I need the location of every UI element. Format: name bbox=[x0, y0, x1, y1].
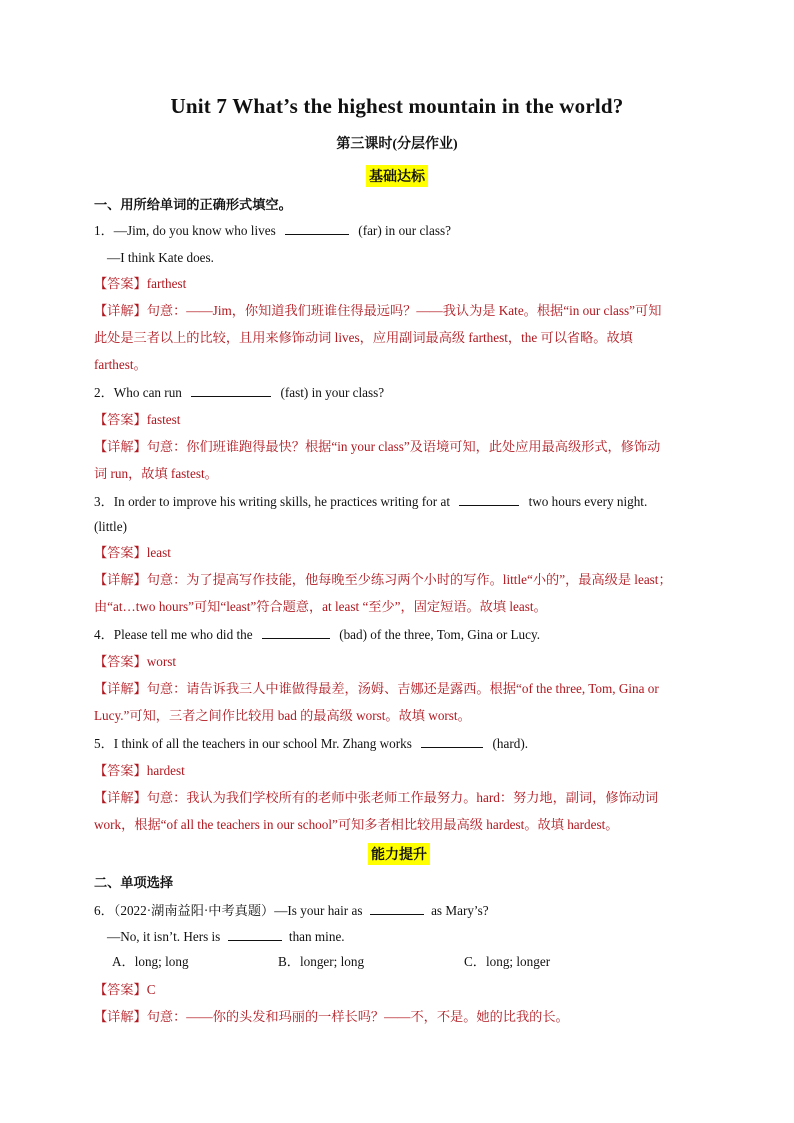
question-stem: In order to improve his writing skills, he practices writing for at bbox=[113, 494, 450, 509]
answer-blank bbox=[370, 902, 424, 915]
answer-blank bbox=[228, 928, 282, 941]
page-subtitle: 第三课时(分层作业) bbox=[336, 137, 458, 152]
question-stem: I think of all the teachers in our school Mr. Zhang works bbox=[113, 736, 412, 751]
detail-4-line2: Lucy.”可知，三者之间作比较用 bad 的最高级 worst。故填 worst。 bbox=[94, 708, 471, 723]
question-stem: Please tell me who did the bbox=[113, 627, 253, 642]
answer-blank bbox=[285, 222, 349, 235]
question-stem-end: (bad) of the three, Tom, Gina or Lucy. bbox=[339, 627, 541, 642]
question-number: 1． bbox=[94, 223, 114, 238]
answer-value: fastest bbox=[146, 412, 181, 427]
part1-heading: 一、用所给单词的正确形式填空。 bbox=[94, 197, 292, 212]
detail-3 bbox=[94, 571, 704, 589]
page-title: Unit 7 What’s the highest mountain in the world? bbox=[170, 94, 624, 118]
answer-value: farthest bbox=[146, 276, 187, 291]
detail-tag: 【详解】 bbox=[94, 439, 147, 454]
question-3-hint: (little) bbox=[94, 519, 127, 534]
detail-tag: 【详解】 bbox=[94, 681, 147, 696]
question-number: 6． bbox=[94, 903, 114, 918]
answer-1 bbox=[94, 275, 704, 293]
option-b: B．longer; long bbox=[278, 954, 365, 969]
answer-value: least bbox=[146, 545, 171, 560]
question-stem: Who can run bbox=[113, 385, 182, 400]
detail-5-line2: work，根据“of all the teachers in our school”可知多者相比较用最高级 hardest。故填 hardest。 bbox=[94, 817, 619, 832]
answer-tag: 【答案】 bbox=[94, 545, 147, 560]
question-stem-end: (fast) in your class? bbox=[280, 385, 385, 400]
answer-value: C bbox=[146, 982, 156, 997]
question-1-reply: —I think Kate does. bbox=[107, 250, 214, 265]
option-a: A．long; long bbox=[112, 954, 189, 969]
answer-value: hardest bbox=[146, 763, 185, 778]
detail-5 bbox=[94, 789, 704, 807]
question-1 bbox=[94, 222, 704, 240]
part2-heading: 二、单项选择 bbox=[94, 875, 174, 890]
question-number: 4． bbox=[94, 627, 114, 642]
question-number: 5． bbox=[94, 736, 114, 751]
detail-text: 句意：为了提高写作技能，他每晚至少练习两个小时的写作。little“小的”，最高级是 least； bbox=[146, 572, 672, 587]
question-6 bbox=[94, 902, 704, 920]
detail-1-line2: 此处是三者以上的比较，且用来修饰动词 lives，应用副词最高级 farthest，the 可以省略。故填 bbox=[94, 330, 633, 345]
detail-tag: 【详解】 bbox=[94, 303, 147, 318]
detail-text: 句意：你们班谁跑得最快？根据“in your class”及语境可知，此处应用最高级形式，修饰动 bbox=[146, 439, 661, 454]
detail-tag: 【详解】 bbox=[94, 572, 147, 587]
answer-tag: 【答案】 bbox=[94, 982, 147, 997]
answer-tag: 【答案】 bbox=[94, 276, 147, 291]
question-3 bbox=[94, 493, 704, 511]
section-basic-label: 基础达标 bbox=[366, 165, 428, 187]
detail-2 bbox=[94, 438, 704, 456]
answer-4 bbox=[94, 653, 704, 671]
question-stem-end: as Mary’s? bbox=[431, 903, 489, 918]
answer-blank bbox=[262, 626, 330, 639]
answer-blank bbox=[191, 384, 271, 397]
question-5 bbox=[94, 735, 704, 753]
detail-tag: 【详解】 bbox=[94, 790, 147, 805]
detail-1 bbox=[94, 302, 704, 320]
answer-5 bbox=[94, 762, 704, 780]
question-source: （2022·湖南益阳·中考真题） bbox=[113, 903, 275, 918]
detail-tag: 【详解】 bbox=[94, 1009, 147, 1024]
section-advance-label: 能力提升 bbox=[368, 843, 430, 865]
question-2 bbox=[94, 384, 704, 402]
question-stem: —Is your hair as bbox=[274, 903, 363, 918]
answer-3 bbox=[94, 544, 704, 562]
answer-6 bbox=[94, 981, 704, 999]
detail-1-line3: farthest。 bbox=[94, 357, 147, 372]
question-number: 2． bbox=[94, 385, 114, 400]
question-number: 3． bbox=[94, 494, 114, 509]
detail-text: 句意：请告诉我三人中谁做得最差，汤姆、吉娜还是露西。根据“of the three, Tom, Gina or bbox=[146, 681, 659, 696]
detail-3-line2: 由“at…two hours”可知“least”符合题意，at least “至少”，固定短语。故填 least。 bbox=[94, 599, 547, 614]
question-stem-end: (hard). bbox=[492, 736, 529, 751]
answer-value: worst bbox=[146, 654, 177, 669]
answer-tag: 【答案】 bbox=[94, 654, 147, 669]
detail-text: 句意：——Jim，你知道我们班谁住得最远吗？——我认为是 Kate。根据“in our class”可知 bbox=[146, 303, 662, 318]
answer-blank bbox=[421, 735, 483, 748]
question-stem: —No, it isn’t. Hers is bbox=[107, 929, 221, 944]
detail-text: 句意：——你的头发和玛丽的一样长吗？——不，不是。她的比我的长。 bbox=[146, 1009, 569, 1024]
detail-2-line2: 词 run，故填 fastest。 bbox=[94, 466, 218, 481]
answer-tag: 【答案】 bbox=[94, 412, 147, 427]
answer-blank bbox=[459, 493, 519, 506]
detail-text: 句意：我认为我们学校所有的老师中张老师工作最努力。hard：努力地，副词，修饰动词 bbox=[146, 790, 659, 805]
answer-2 bbox=[94, 411, 704, 429]
option-c: C．long; longer bbox=[464, 954, 551, 969]
question-stem: —Jim, do you know who lives bbox=[113, 223, 276, 238]
question-4 bbox=[94, 626, 704, 644]
question-6-line2 bbox=[107, 928, 717, 946]
question-stem-end: than mine. bbox=[288, 929, 345, 944]
answer-tag: 【答案】 bbox=[94, 763, 147, 778]
question-stem-end: (far) in our class? bbox=[358, 223, 451, 238]
question-stem-end: two hours every night. bbox=[528, 494, 648, 509]
detail-4 bbox=[94, 680, 704, 698]
detail-6 bbox=[94, 1008, 704, 1026]
